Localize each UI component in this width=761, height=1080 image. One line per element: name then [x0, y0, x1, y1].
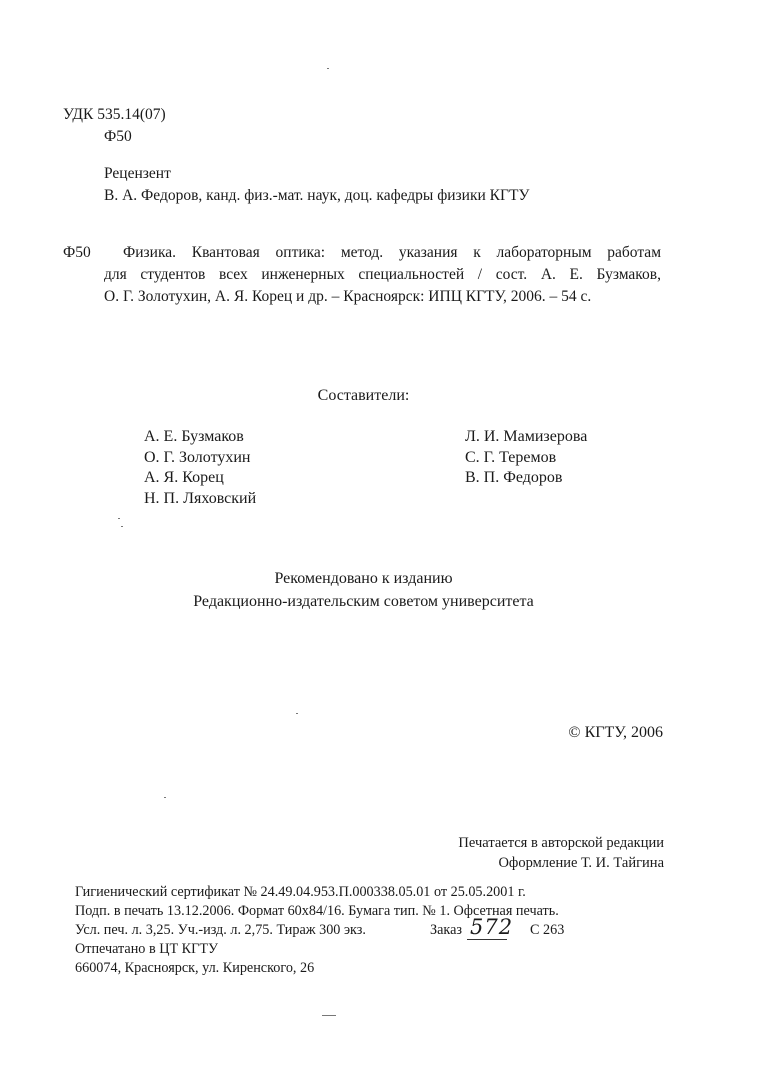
udk-code: УДК 535.14(07)	[63, 106, 166, 123]
design-credit: Оформление Т. И. Тайгина	[498, 855, 664, 871]
author-edition-note: Печатается в авторской редакции	[458, 835, 664, 851]
scan-speck	[327, 68, 329, 69]
series-code: С 263	[530, 922, 565, 938]
imprint-line: Гигиенический сертификат № 24.49.04.953.П.000338.05.01 от 25.05.2001 г.	[75, 884, 526, 900]
imprint-line: 660074, Красноярск, ул. Киренского, 26	[75, 960, 315, 976]
imprint-line: Усл. печ. л. 3,25. Уч.-изд. л. 2,75. Тираж 300 экз.	[75, 922, 366, 938]
order-underline	[467, 939, 507, 940]
bibliography-line: О. Г. Золотухин, А. Я. Корец и др. – Красноярск: ИПЦ КГТУ, 2006. – 54 с.	[104, 288, 592, 305]
author-sign: Ф50	[104, 128, 132, 145]
scan-speck	[121, 526, 123, 527]
scan-speck	[164, 797, 166, 798]
recommendation-line: Рекомендовано к изданию	[274, 570, 453, 587]
bibliography-code: Ф50	[63, 244, 91, 261]
order-number-handwritten: 572	[470, 915, 514, 939]
scan-speck	[118, 518, 120, 519]
scan-speck	[296, 713, 298, 714]
imprint-line: Отпечатано в ЦТ КГТУ	[75, 941, 219, 957]
compiler-name: Н. П. Ляховский	[144, 490, 257, 507]
compiler-name: А. Е. Бузмаков	[144, 428, 244, 445]
copyright-notice: © КГТУ, 2006	[568, 724, 663, 741]
compiler-name: А. Я. Корец	[144, 469, 224, 486]
compilers-title: Составители:	[317, 387, 410, 404]
compiler-name: В. П. Федоров	[465, 469, 563, 486]
compiler-name: Л. И. Мамизерова	[465, 428, 588, 445]
reviewer-label: Рецензент	[104, 165, 171, 182]
recommendation-line: Редакционно-издательским советом университета	[193, 593, 534, 610]
bibliography-line: для студентов всех инженерных специальностей / сост. А. Е. Бузмаков,	[104, 266, 661, 283]
order-label: Заказ	[430, 922, 462, 938]
compiler-name: О. Г. Золотухин	[144, 449, 251, 466]
compiler-name: С. Г. Теремов	[465, 449, 557, 466]
scan-speck	[322, 1015, 336, 1016]
imprint-line: Подп. в печать 13.12.2006. Формат 60х84/16. Бумага тип. № 1. Офсетная печать.	[75, 903, 559, 919]
bibliography-line: Физика. Квантовая оптика: метод. указания к лабораторным работам	[123, 244, 661, 261]
reviewer-text: В. А. Федоров, канд. физ.-мат. наук, доц. кафедры физики КГТУ	[104, 187, 530, 204]
